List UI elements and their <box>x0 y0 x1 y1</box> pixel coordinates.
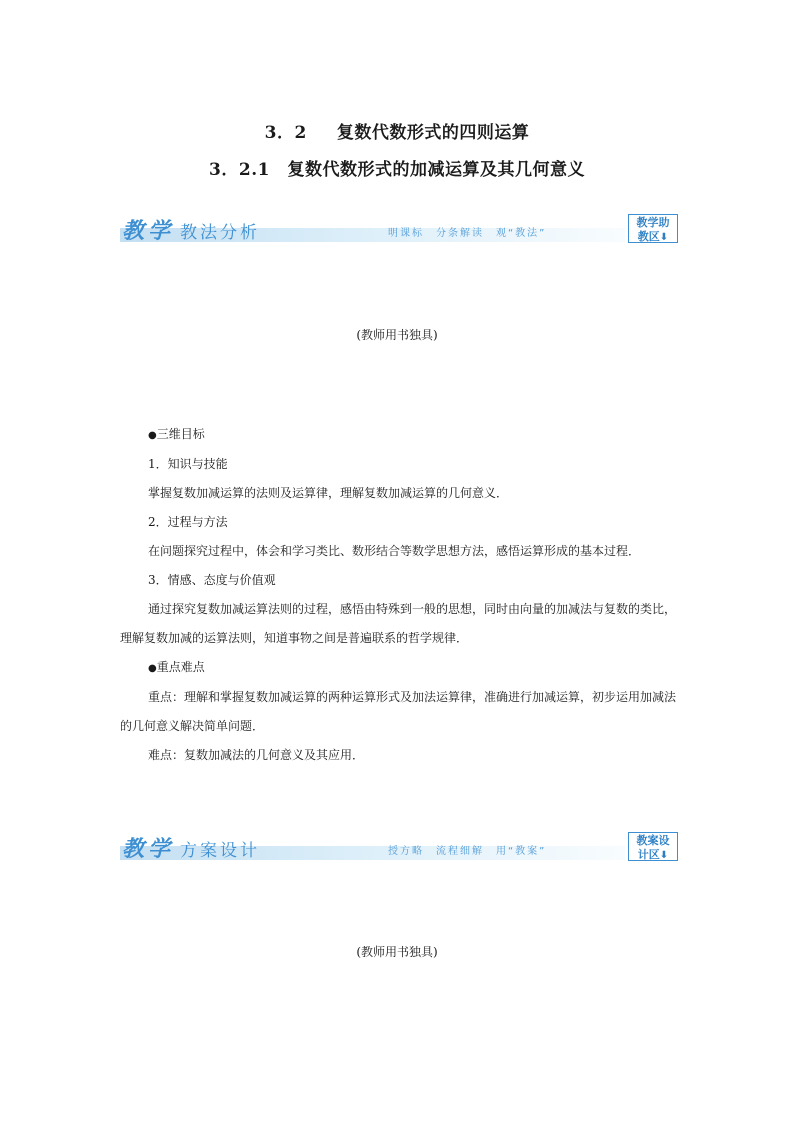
teaching-aid-zone-button[interactable] <box>628 214 678 243</box>
section-title-text: 复数代数形式的四则运算 <box>336 123 530 143</box>
bullet-icon: ● <box>148 430 157 441</box>
content-body <box>120 420 676 770</box>
bullet-icon: ● <box>148 663 157 674</box>
teacher-only-note: (教师用书独具) <box>356 328 438 342</box>
lesson-plan-zone-button[interactable] <box>628 832 678 861</box>
subsection-title <box>0 155 794 180</box>
subsection-title-text: 复数代数形式的加减运算及其几何意义 <box>287 160 585 180</box>
down-arrow-icon: ⬇ <box>659 232 669 243</box>
section-number: 3．2 <box>264 123 307 143</box>
section-title <box>0 118 794 143</box>
difficulty-text: 难点：复数加减法的几何意义及其应用． <box>148 748 365 762</box>
box-line-2: 教区 <box>637 230 660 243</box>
box-line-1: 教案设 <box>636 834 670 847</box>
banner-tagline: 授方略 流程细解 用“教案” <box>388 846 547 857</box>
banner-sub-text: 方案设计 <box>180 841 260 861</box>
key-points-text: 重点：理解和掌握复数加减运算的两种运算形式及加法运算律，准确进行加减运算，初步运用加减法的几何意义解决简单问题． <box>120 690 677 733</box>
box-line-1: 教学助 <box>636 216 670 229</box>
box-line-2: 计区 <box>637 848 660 861</box>
emotion-text: 通过探究复数加减运算法则的过程，感悟由特殊到一般的思想，同时由向量的加减法与复数的类比，理解复数加减的运算法则，知道事物之间是普遍联系的哲学规律． <box>120 602 677 645</box>
knowledge-text: 掌握复数加减运算的法则及运算律，理解复数加减运算的几何意义． <box>148 486 509 500</box>
teacher-only-note: (教师用书独具) <box>356 945 438 959</box>
subsection-number: 3．2.1 <box>209 160 270 180</box>
teaching-plan-banner <box>120 832 680 864</box>
process-text: 在问题探究过程中，体会和学习类比、数形结合等数学思想方法，感悟运算形成的基本过程． <box>148 544 641 558</box>
process-heading: 2．过程与方法 <box>148 515 228 529</box>
banner-big-text: 教学 <box>122 837 175 862</box>
key-points-heading: ●重点难点 <box>148 660 205 674</box>
banner-tagline: 明课标 分条解读 观“教法” <box>388 228 547 239</box>
banner-sub-text: 教法分析 <box>180 223 260 243</box>
teaching-analysis-banner <box>120 214 680 246</box>
banner-big-text: 教学 <box>122 219 175 244</box>
emotion-heading: 3．情感、态度与价值观 <box>148 573 276 587</box>
knowledge-heading: 1．知识与技能 <box>148 457 228 471</box>
goals-heading: ●三维目标 <box>148 427 205 441</box>
down-arrow-icon: ⬇ <box>659 850 669 861</box>
